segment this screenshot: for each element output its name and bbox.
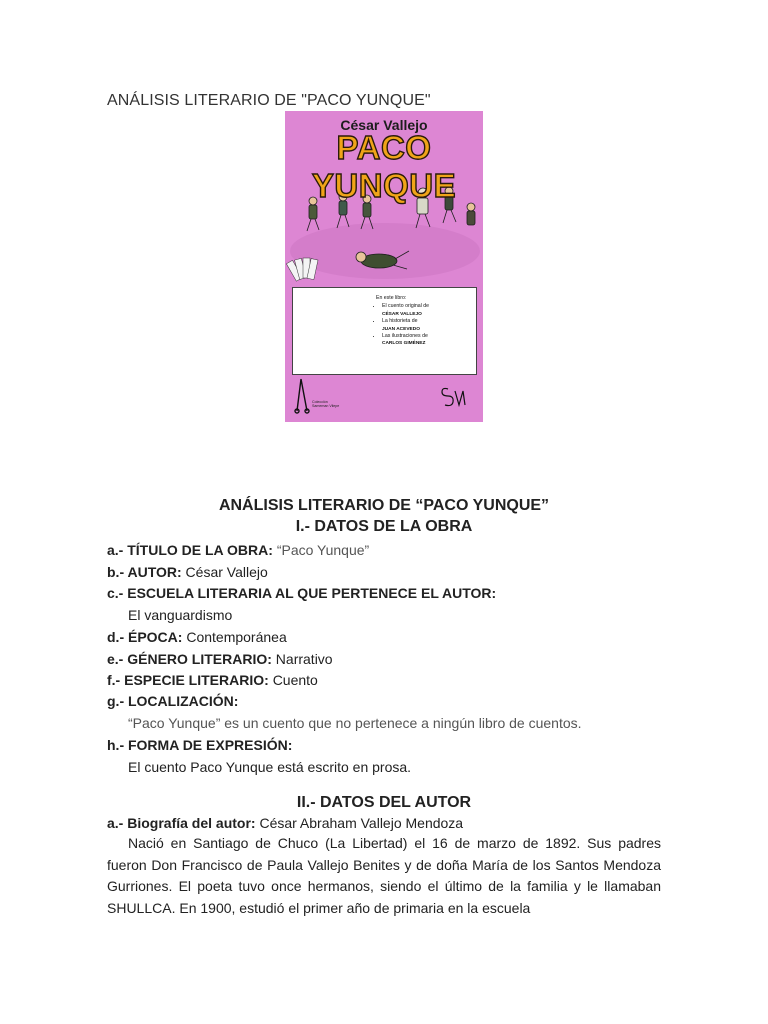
- field-value: César Vallejo: [185, 564, 268, 580]
- cover-author: César Vallejo: [340, 117, 428, 133]
- page-title: ANÁLISIS LITERARIO DE "PACO YUNQUE": [107, 92, 431, 109]
- field-label: f.- ESPECIE LITERARIO:: [107, 672, 269, 688]
- field-label: b.- AUTOR:: [107, 564, 182, 580]
- field-biografia: [107, 815, 661, 831]
- field-titulo: [107, 542, 661, 558]
- cover-info-item-text: El cuento original de: [382, 303, 430, 310]
- field-value: El cuento Paco Yunque está escrito en prosa.: [128, 759, 412, 775]
- field-localizacion: [107, 693, 661, 709]
- cover-info-item-strong: CARLOS GIMÉNEZ: [382, 341, 426, 347]
- field-value: César Abraham Vallejo Mendoza: [259, 815, 464, 831]
- cover-info-item-strong: CÉSAR VALLEJO: [382, 311, 422, 317]
- cover-info-item: [382, 333, 476, 348]
- cover-info-heading: En este libro:: [376, 295, 407, 301]
- field-forma-expresion-value: [107, 759, 682, 775]
- field-label: c.- ESCUELA LITERARIA AL QUE PERTENECE EL AUTOR:: [107, 585, 497, 601]
- field-especie: [107, 672, 661, 688]
- field-escuela-value: [107, 607, 682, 623]
- cover-info-item: [382, 318, 476, 333]
- cover-info-item-text: Las ilustraciones de: [382, 333, 428, 340]
- biography-paragraph: [107, 833, 661, 920]
- cover-title: PACO YUNQUE: [311, 129, 457, 204]
- field-value: “Paco Yunque” es un cuento que no pertenece a ningún libro de cuentos.: [128, 715, 582, 731]
- cover-info-list: [376, 303, 476, 347]
- cover-info-text: [376, 295, 476, 348]
- field-value: “Paco Yunque”: [276, 542, 370, 558]
- section-heading-datos-obra: I.- DATOS DE LA OBRA: [295, 518, 473, 535]
- field-label: d.- ÉPOCA:: [107, 629, 183, 645]
- field-value: Cuento: [272, 672, 318, 688]
- book-cover-image: [285, 111, 483, 422]
- field-value: Narrativo: [275, 651, 333, 667]
- field-label: h.- FORMA DE EXPRESIÓN:: [107, 737, 293, 753]
- collection-line: Colección: [312, 400, 328, 404]
- field-escuela: [107, 585, 661, 601]
- biography-text: Nació en Santiago de Chuco (La Libertad) el 16 de marzo de 1892. Sus padres fueron Don Francisco de Paula Vallejo Benites y de doña María de los Santos Mendoza Gurriones. El poeta tuvo once hermanos, siendo el último de la familia y le llamaban SHULLCA. En 1900, estudió el primer año de primaria en la escuela: [107, 835, 661, 917]
- document-heading: ANÁLISIS LITERARIO DE “PACO YUNQUE”: [218, 497, 550, 514]
- field-autor: [107, 564, 661, 580]
- field-value: Contemporánea: [186, 629, 287, 645]
- field-epoca: [107, 629, 661, 645]
- cover-info-item: [382, 303, 476, 318]
- collection-line: Sameman Vilepe: [312, 404, 340, 409]
- field-label: a.- Biografía del autor:: [107, 815, 256, 831]
- cover-collection-label: [312, 400, 339, 409]
- field-value: El vanguardismo: [128, 607, 233, 623]
- cover-info-item-text: La historieta de: [382, 318, 418, 325]
- cover-info-item-strong: JUAN ACEVEDO: [382, 326, 420, 332]
- field-label: g.- LOCALIZACIÓN:: [107, 693, 239, 709]
- field-localizacion-value: [107, 715, 682, 731]
- field-label: e.- GÉNERO LITERARIO:: [107, 651, 272, 667]
- section-heading-datos-autor: II.- DATOS DEL AUTOR: [296, 794, 472, 811]
- field-forma-expresion: [107, 737, 661, 753]
- field-label: a.- TÍTULO DE LA OBRA:: [107, 542, 273, 558]
- field-genero: [107, 651, 661, 667]
